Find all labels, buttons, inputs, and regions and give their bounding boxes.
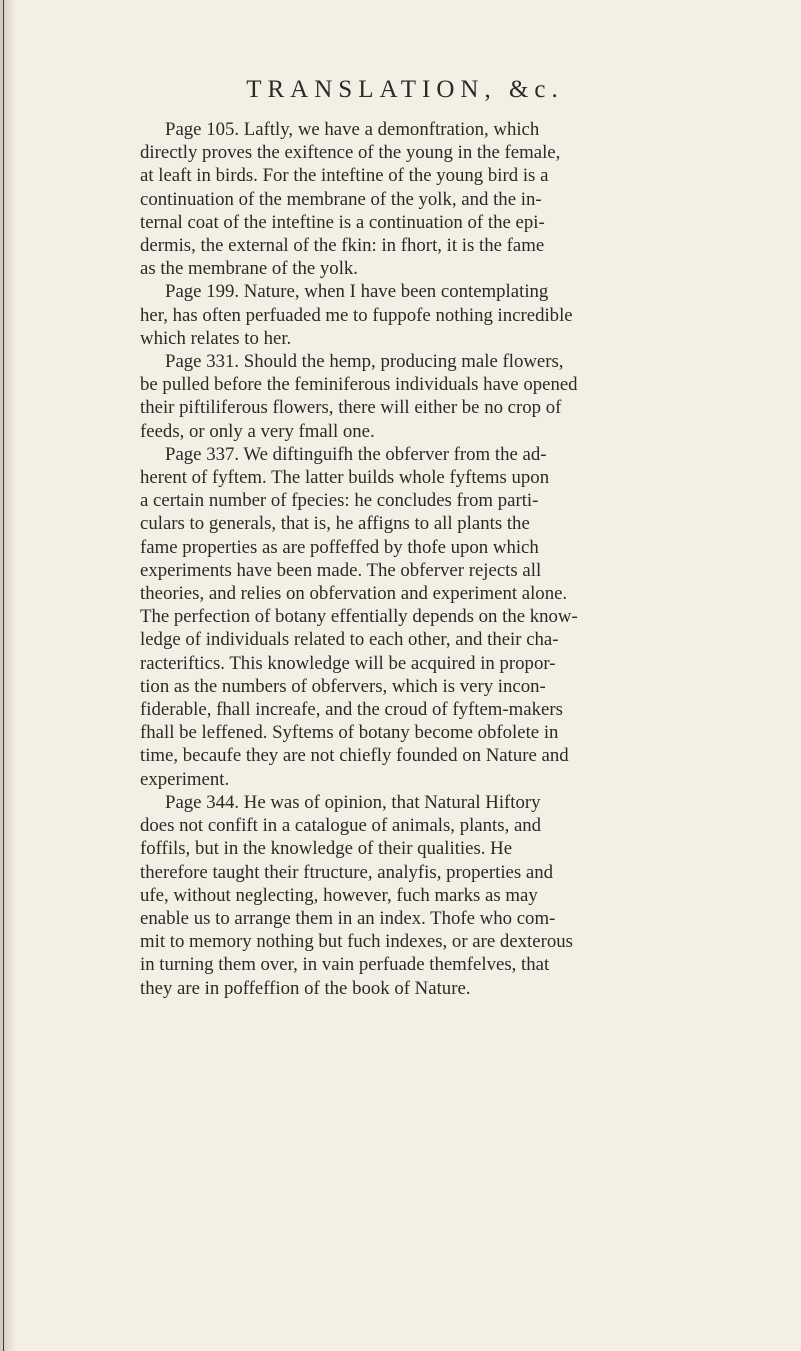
paragraph-line: herent of fyftem. The latter builds whole fyftems upon: [140, 467, 550, 489]
paragraph-line: racteriftics. This knowledge will be acquired in propor-: [140, 652, 556, 674]
paragraph-line: a certain number of fpecies: he concludes from parti-: [140, 490, 539, 512]
book-page: [140, 76, 672, 1000]
paragraph-line: feeds, or only a very fmall one.: [140, 420, 375, 442]
paragraph-page-331: [140, 350, 672, 443]
paragraph-line: Page 337. We diftinguifh the obferver from the ad-: [165, 443, 547, 465]
paragraph-line: enable us to arrange them in an index. Thofe who com-: [140, 907, 556, 929]
paragraph-line: Page 199. Nature, when I have been contemplating: [165, 281, 549, 303]
paragraph-line: at leaft in birds. For the inteftine of the young bird is a: [140, 165, 549, 187]
paragraph-line: which relates to her.: [140, 327, 292, 349]
paragraph-line: Page 344. He was of opinion, that Natural Hiftory: [165, 791, 541, 813]
paragraph-line: The perfection of botany effentially depends on the know-: [140, 606, 578, 628]
paragraph-line: fame properties as are poffeffed by thofe upon which: [140, 536, 539, 558]
paragraph-line: does not confift in a catalogue of animals, plants, and: [140, 815, 542, 837]
paragraph-line: dermis, the external of the fkin: in fhort, it is the fame: [140, 235, 545, 257]
paragraph-line: her, has often perfuaded me to fuppofe nothing incredible: [140, 304, 573, 326]
paragraph-line: experiments have been made. The obferver rejects all: [140, 559, 542, 581]
paragraph-line: ufe, without neglecting, however, fuch marks as may: [140, 884, 538, 906]
paragraph-line: tion as the numbers of obfervers, which is very incon-: [140, 675, 546, 697]
paragraph-page-344: [140, 791, 672, 1000]
paragraph-line: in turning them over, in vain perfuade themfelves, that: [140, 954, 550, 976]
paragraph-line: directly proves the exiftence of the young in the female,: [140, 142, 561, 164]
paragraph-line: experiment.: [140, 768, 230, 790]
binding-edge: [3, 0, 4, 1351]
paragraph-line: their piftiliferous flowers, there will either be no crop of: [140, 397, 562, 419]
paragraph-line: culars to generals, that is, he affigns to all plants the: [140, 513, 530, 535]
paragraph-line: Page 105. Laftly, we have a demonftration, which: [165, 119, 540, 140]
paragraph-line: theories, and relies on obfervation and experiment alone.: [140, 583, 568, 605]
paragraph-page-337: [140, 443, 672, 791]
paragraph-line: fhall be leffened. Syftems of botany become obfolete in: [140, 722, 559, 744]
paragraph-page-199: [140, 280, 672, 350]
paragraph-line: Page 331. Should the hemp, producing male flowers,: [165, 351, 564, 373]
paragraph-line: be pulled before the feminiferous individuals have opened: [140, 374, 578, 396]
paragraph-line: as the membrane of the yolk.: [140, 258, 359, 280]
paragraph-line: ternal coat of the inteftine is a continuation of the epi-: [140, 211, 545, 233]
paragraph-line: therefore taught their ftructure, analyfis, properties and: [140, 861, 554, 883]
paragraph-line: they are in poffeffion of the book of Nature.: [140, 977, 471, 999]
running-head: TRANSLATION, &c.: [246, 76, 564, 103]
paragraph-line: time, becaufe they are not chiefly founded on Nature and: [140, 745, 569, 767]
paragraph-line: ledge of individuals related to each other, and their cha-: [140, 629, 559, 651]
paragraph-page-105: [140, 118, 672, 280]
paragraph-line: mit to memory nothing but fuch indexes, or are dexterous: [140, 931, 573, 953]
paragraph-line: foffils, but in the knowledge of their qualities. He: [140, 838, 513, 860]
paragraph-line: continuation of the membrane of the yolk, and the in-: [140, 188, 542, 210]
paragraph-line: fiderable, fhall increafe, and the croud of fyftem-makers: [140, 699, 563, 721]
